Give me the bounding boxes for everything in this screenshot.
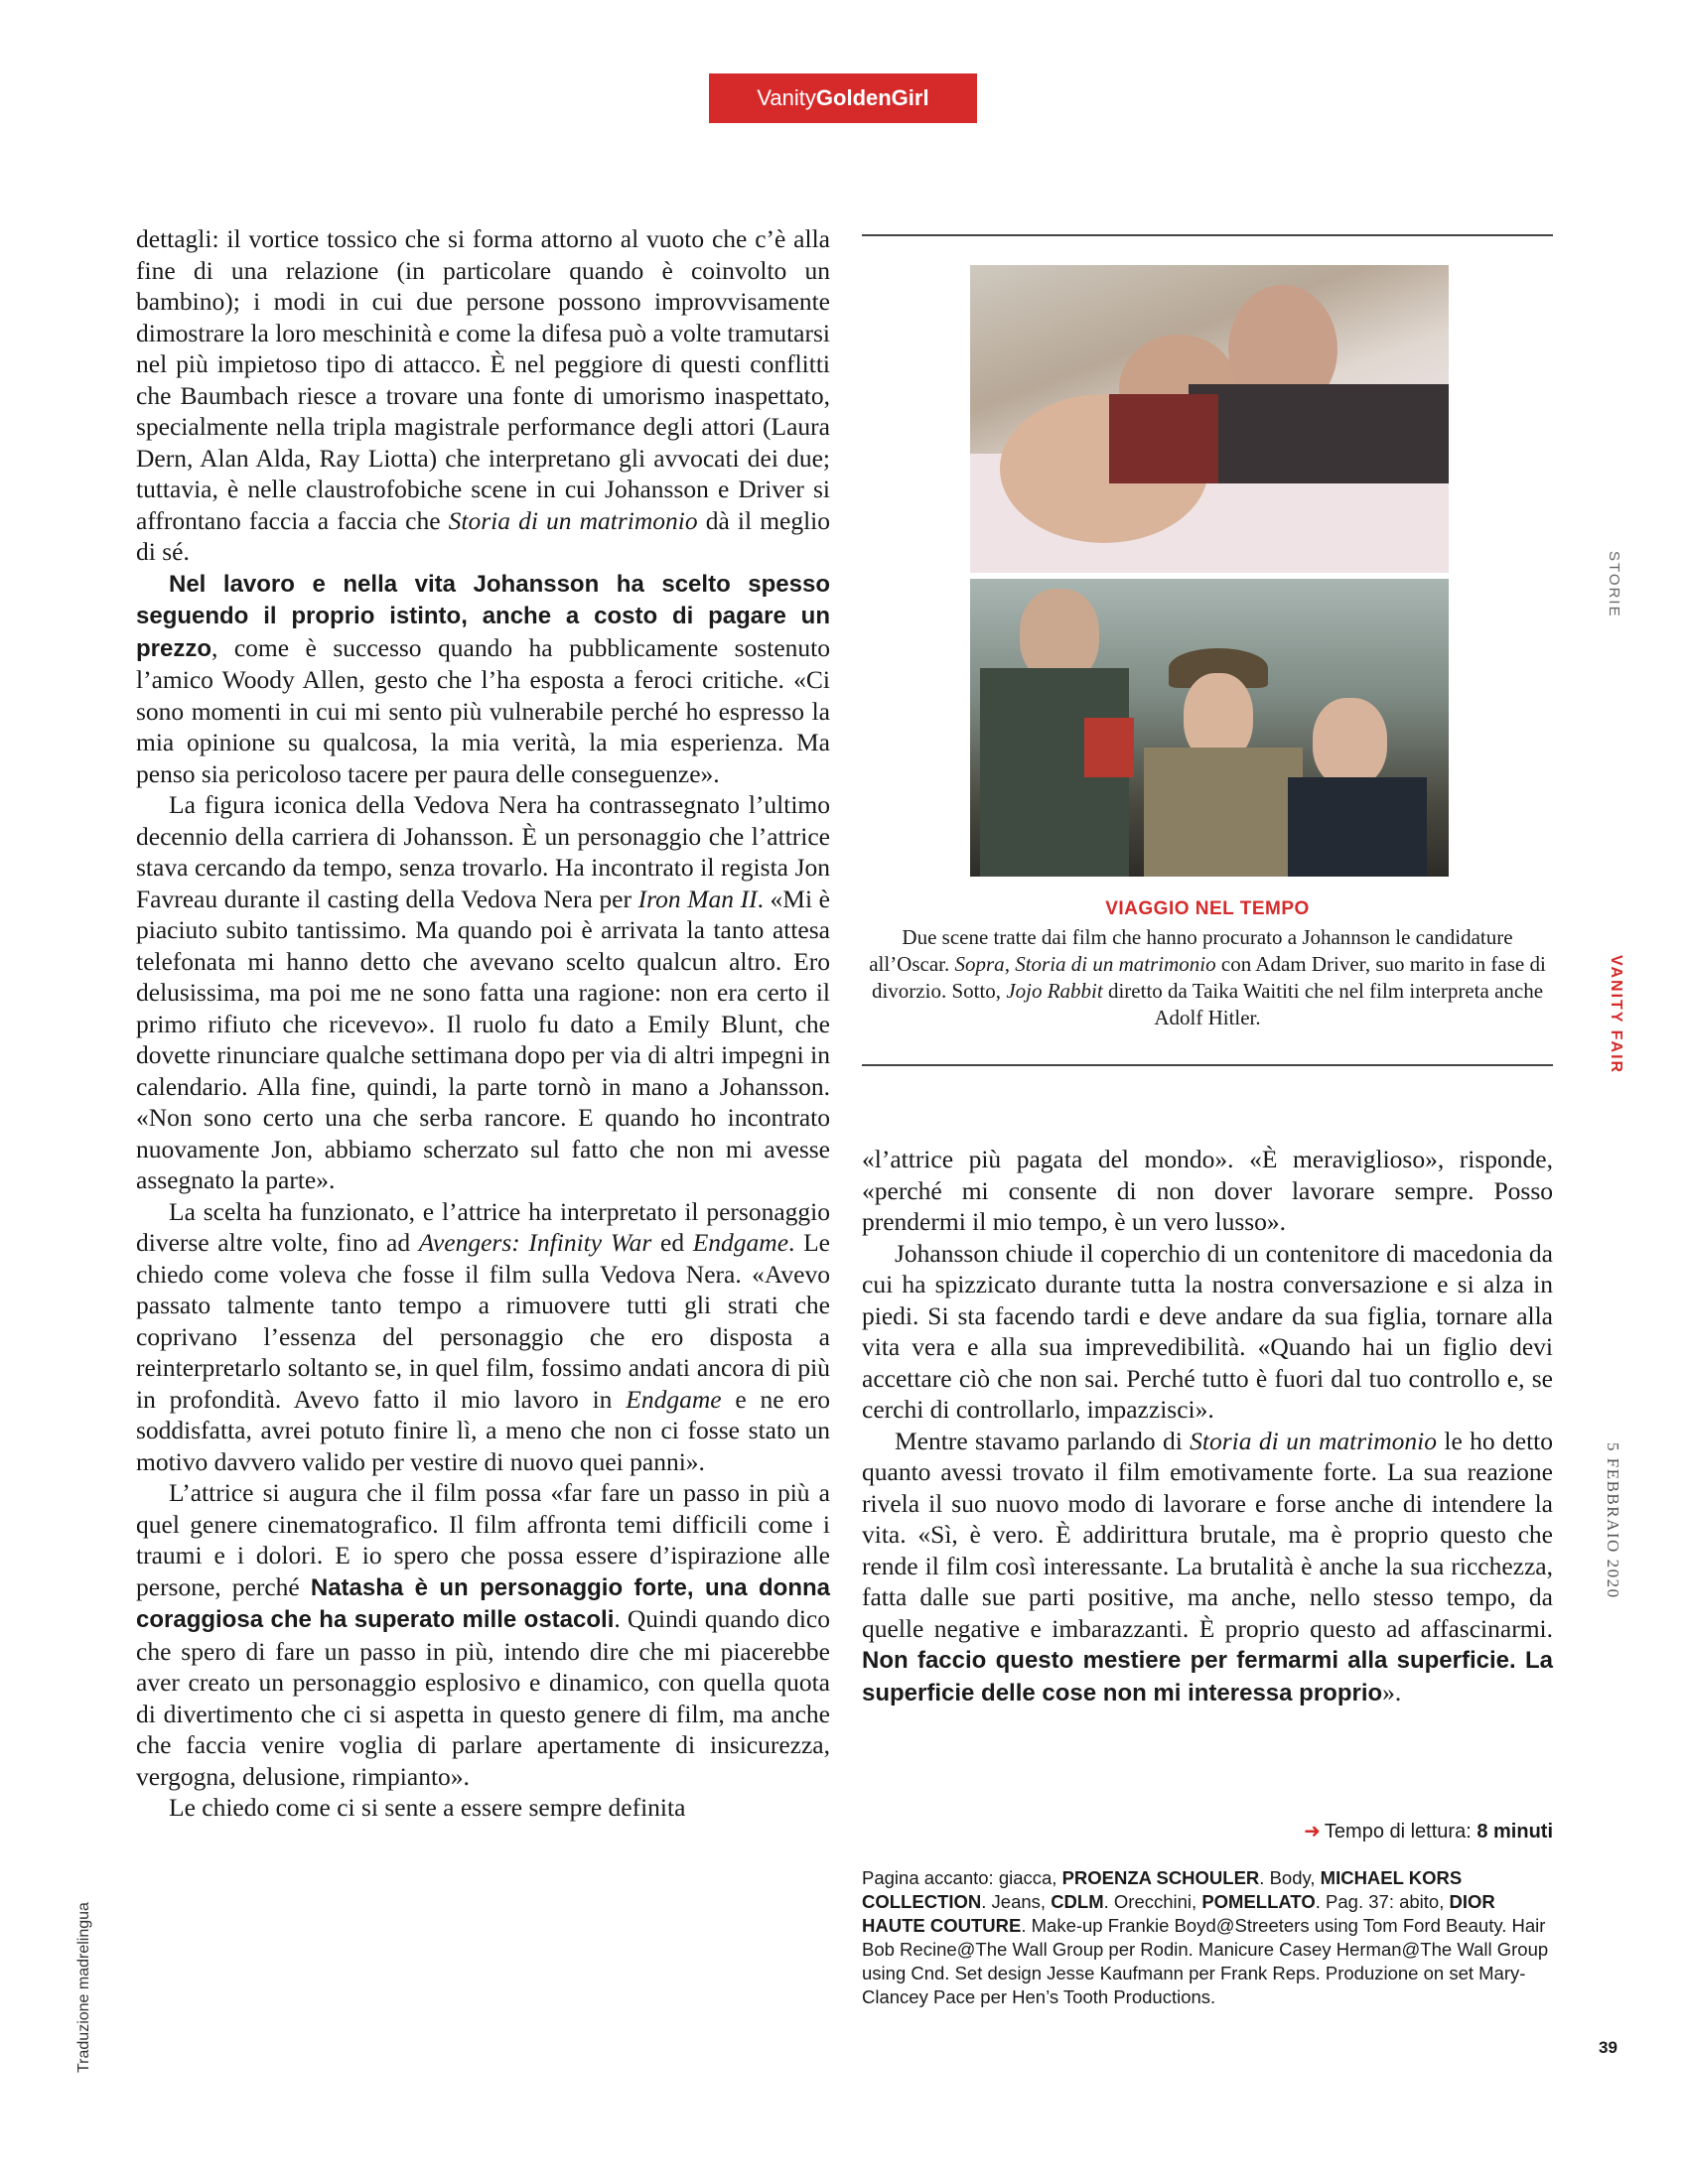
badge-title: GoldenGirl bbox=[815, 85, 929, 110]
reading-time bbox=[1304, 1819, 1553, 1843]
reading-time-value: 8 minuti bbox=[1476, 1821, 1553, 1843]
page-number: 39 bbox=[1599, 2038, 1617, 2057]
credit-brand: PROENZA SCHOULER bbox=[1061, 1867, 1260, 1888]
paragraph: Mentre stavamo parlando di Storia di un matrimonio le ho detto quanto avessi trovato il film emotivamente forte. La sua reazione rivela il suo nuovo modo di lavorare e forse anche di intendere la vita. «Sì, è vero. È addirittura brutale, ma è proprio questo che rende il film così interessante. La brutalità è anche la sua ricchezza, fatta dalle sue parti positive, ma anche, nello stesso tempo, da quelle negative e imbarazzanti. È proprio questo ad affascinarmi. Non faccio questo mestiere per fermarmi alla superficie. La superficie delle cose non mi interessa proprio». bbox=[862, 1426, 1553, 1706]
caption-text: Due scene tratte dai film che hanno procurato a Johannson le candidature all’Oscar. Sopra, Storia di un matrimonio con Adam Driver, suo marito in fase di divorzio. Sotto, Jojo Rabbit diretto da Taika Waititi che nel film interpreta anche Adolf Hitler. bbox=[869, 925, 1546, 1029]
paragraph: «l’attrice più pagata del mondo». «È meraviglioso», risponde, «perché mi consente di non dover lavorare sempre. Posso prendermi il mio tempo, è un vero lusso». bbox=[862, 1145, 1553, 1236]
credit-text: Pagina accanto: giacca, bbox=[862, 1867, 1062, 1888]
section-label: STORIE bbox=[1606, 551, 1622, 618]
credit-text: . Body, bbox=[1259, 1867, 1321, 1888]
section-badge bbox=[709, 73, 977, 123]
paragraph: dettagli: il vortice tossico che si forma attorno al vuoto che c’è alla fine di una relazione (in particolare quando è coinvolto un bambino); i modi in cui due persone possono improvvisamente dimostrare la loro meschinità e come la difesa può a volte tramutarsi nel più impietoso tipo di attacco. È nel peggiore di questi conflitti che Baumbach riesce a trovare una fonte di umorismo inaspettato, specialmente nella tripla magistrale performance degli attori (Laura Dern, Alan Alda, Ray Liotta) che interpretano gli avvocati dei due; tuttavia, è nelle claustrofobiche scene in cui Johansson e Driver si affrontano faccia a faccia che Storia di un matrimonio dà il meglio di sé. bbox=[136, 224, 831, 566]
credit-brand: DIOR HAUTE COUTURE bbox=[862, 1891, 1495, 1936]
magazine-name: VANITY FAIR bbox=[1608, 955, 1624, 1075]
photo-caption bbox=[862, 898, 1553, 1031]
article-column-left bbox=[136, 223, 830, 1824]
credit-brand: POMELLATO bbox=[1201, 1891, 1316, 1912]
credit-brand: MICHAEL KORS COLLECTION bbox=[862, 1867, 1463, 1912]
credit-text: . Orecchini, bbox=[1103, 1891, 1202, 1912]
credit-text: . Make-up Frankie Boyd@Streeters using Tom Ford Beauty. Hair Bob Recine@The Wall Group per Rodin. Manicure Casey Herman@The Wall Group using Cnd. Set design Jesse Kaufmann per Frank Reps. Produzione on set Mary-Clancey Pace per Hen’s Tooth Productions. bbox=[862, 1915, 1549, 2007]
caption-title: VIAGGIO NEL TEMPO bbox=[1105, 898, 1310, 919]
paragraph: Le chiedo come ci si sente a essere sempre definita bbox=[169, 1793, 686, 1822]
credit-brand: CDLM bbox=[1051, 1891, 1104, 1912]
fashion-credits bbox=[862, 1866, 1553, 2009]
paragraph: L’attrice si augura che il film possa «far fare un passo in più a quel genere cinematografico. Il film affronta temi difficili come i traumi e i dolori. E io spero che possa essere d’ispirazione alle persone, perché Natasha è un personaggio forte, una donna coraggiosa che ha superato mille ostacoli. Quindi quando dico che spero di fare un passo in più, intendo dire che mi piacerebbe aver creato un personaggio esplosivo e dinamico, con quella quota di divertimento che ci si aspetta in questo genere di film, ma anche che faccia venire voglia di parlare apertamente di insicurezza, vergogna, delusione, rimpianto». bbox=[136, 1478, 831, 1791]
caption-divider bbox=[862, 1064, 1553, 1066]
reading-time-label: Tempo di lettura: bbox=[1324, 1821, 1472, 1843]
issue-date: 5 FEBBRAIO 2020 bbox=[1604, 1442, 1622, 1599]
arrow-right-icon: ➜ bbox=[1304, 1821, 1321, 1843]
article-column-right bbox=[862, 1144, 1553, 1708]
badge-prefix: Vanity bbox=[757, 85, 816, 110]
translation-note: Traduzione madrelingua bbox=[75, 1902, 92, 2073]
paragraph: La figura iconica della Vedova Nera ha contrassegnato l’ultimo decennio della carriera di Johansson. È un personaggio che l’attrice stava cercando da tempo, senza trovarlo. Ha incontrato il regista Jon Favreau durante il casting della Vedova Nera per Iron Man II. «Mi è piaciuto subito tantissimo. Ma quando poi è arrivata la tanto attesa telefonata mi hanno detto che avevano scelto qualcun altro. Ero delusissima, ma poi me ne sono fatta una ragione: non era certo il primo rifiuto che ricevevo». Il ruolo fu dato a Emily Blunt, che dovette rinunciare qualche settimana dopo per via di altri impegni in calendario. Alla fine, quindi, la parte tornò in mano a Johansson. «Non sono certo una che serba rancore. E quando ho incontrato nuovamente Jon, abbiamo scherzato sul fatto che non mi avesse assegnato la parte». bbox=[136, 790, 831, 1194]
credit-text: . Pag. 37: abito, bbox=[1315, 1891, 1450, 1912]
credit-text: . Jeans, bbox=[981, 1891, 1052, 1912]
paragraph: La scelta ha funzionato, e l’attrice ha interpretato il personaggio diverse altre volte, fino ad Avengers: Infinity War ed Endgame. Le chiedo come voleva che fosse il film sulla Vedova Nera. «Avevo passato talmente tanto tempo a rimuovere tutti gli strati che coprivano l’essenza del personaggio che ero disposta a reinterpretarlo soltanto se, in quel film, fossimo andati ancora di più in profondità. Avevo fatto il mio lavoro in Endgame e ne ero soddisfatta, avrei potuto finire lì, a meno che non ci fosse stato un motivo davvero valido per vestire di nuovo quei panni». bbox=[136, 1196, 830, 1476]
top-divider bbox=[862, 234, 1553, 236]
paragraph: Nel lavoro e nella vita Johansson ha scelto spesso seguendo il proprio istinto, anche a costo di pagare un prezzo, come è successo quando ha pubblicamente sostenuto l’amico Woody Allen, gesto che l’ha esposta a feroci critiche. «Ci sono momenti in cui mi sento più vulnerabile perché ho espresso la mia opinione su qualcosa, la mia verità, la mia esperienza. Ma penso sia pericoloso tacere per paura delle conseguenze». bbox=[136, 570, 830, 788]
photo-jojo-rabbit bbox=[970, 579, 1449, 877]
paragraph: Johansson chiude il coperchio di un contenitore di macedonia da cui ha spizzicato durante tutta la nostra conversazione e si alza in piedi. Si sta facendo tardi e deve andare da sua figlia, tornare alla vita vera e alla sua imprevedibilità. «Quando hai un figlio devi accettare ciò che non sai. Perché tutto è fuori dal tuo controllo e, se cerchi di controllarlo, impazzisci». bbox=[862, 1238, 1553, 1424]
photo-marriage-story bbox=[970, 265, 1449, 573]
